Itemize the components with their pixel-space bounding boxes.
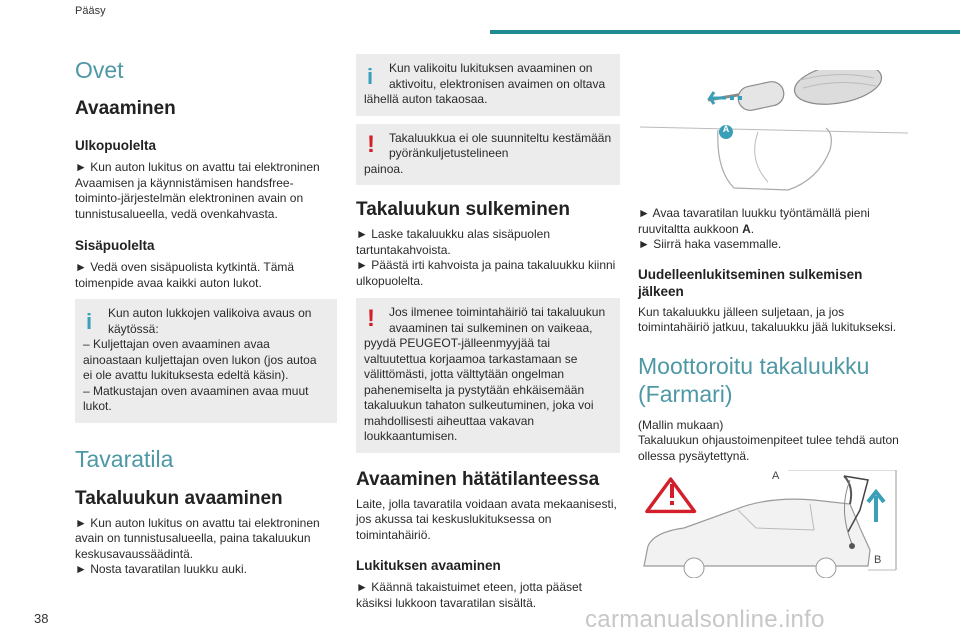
chapter-title-moottoroitu: Moottoroitu takaluukku (Farmari) — [638, 352, 870, 407]
info-box-takaosa — [356, 54, 620, 116]
figure-label-a: A — [772, 470, 780, 482]
figure-screwdriver-lock — [638, 70, 910, 195]
heading-sisapuolelta: Sisäpuolelta — [75, 238, 155, 253]
chapter-title-tavaratila: Tavaratila — [75, 445, 174, 472]
heading-takaluukun-sulkeminen: Takaluukun sulkeminen — [356, 199, 570, 220]
info-icon: i — [85, 309, 93, 334]
avaa-text-post: . — [750, 221, 755, 236]
page-number: 38 — [34, 611, 49, 626]
info-box-rest: – Kuljettajan oven avaaminen avaa ainoastaan kuljettajan oven lukon (jos autoa ei ole avattu lukituksesta edeltä käsin). – Matkustajan oven avaaminen avaa muut lukot. — [83, 337, 317, 413]
exclamation-icon: ! — [367, 130, 375, 158]
paragraph-ulkopuolelta: ► Kun auton lukitus on avattu tai elektroninen Avaamisen ja käynnistämisen handsfree-toiminto-järjestelmän elektroninen avain on tunnistusalueella, vedä ovenkahvasta. — [75, 160, 320, 221]
heading-uudelleenlukitseminen: Uudelleenlukitseminen sulkemisen jälkeen — [638, 266, 863, 299]
info-box-valikoiva-avaus — [75, 299, 337, 423]
exclamation-icon: ! — [367, 305, 375, 332]
paragraph-hatatilanteessa: Laite, jolla tavaratila voidaan avata mekaanisesti, jos akussa tai keskuslukituksessa on toimintahäiriö. — [356, 496, 617, 542]
warning-box-rest: pyydä PEUGEOT-jälleenmyyjää tai valtuutettua korjaamoa tarkastamaan se välittömästi, jotta välttytään ongelman pahenemiselta ja pystytään ehkäisemään takaluukun tahaton sulkeutuminen, joka voi mahdollisesti aiheuttaa vakavan loukkaantumisen. — [364, 336, 594, 443]
figure-label-b: B — [874, 554, 882, 566]
paragraph-sisapuolelta: ► Vedä oven sisäpuolista kytkintä. Tämä toimenpide avaa kaikki auton lukot. — [75, 260, 295, 290]
warning-box-rest: painoa. — [364, 161, 404, 176]
warning-box-first-line: Jos ilmenee toimintahäiriö tai takaluukun avaaminen tai sulkeminen on vaikeaa, — [389, 305, 606, 335]
paragraph-avaa — [638, 206, 910, 237]
heading-ulkopuolelta: Ulkopuolelta — [75, 138, 157, 153]
paragraph-sulkeminen: ► Laske takaluukku alas sisäpuolen tartuntakahvoista. ► Päästä irti kahvoista ja paina takaluukku kiinni ulkopuolelta. — [356, 227, 616, 288]
info-icon: i — [366, 64, 374, 89]
paragraph-takaluukun-avaaminen: ► Kun auton lukitus on avattu tai elektroninen avain on tunnistusalueella, paina takaluukun keskusavaussäädintä. ► Nosta tavaratilan luukku auki. — [75, 515, 320, 576]
info-box-rest: lähellä auton takaosaa. — [364, 92, 488, 106]
column-3 — [638, 70, 910, 578]
warning-box-first-line: Takaluukkua ei ole suunniteltu kestämään pyöränkuljetustelineen — [389, 130, 612, 160]
header-accent-bar — [490, 30, 960, 34]
chapter-title-ovet: Ovet — [75, 57, 124, 83]
paragraph-lukituksen-avaaminen: ► Käännä takaistuimet eteen, jotta pääset käsiksi lukkoon tavaratilan sisältä. — [356, 580, 583, 610]
paragraph-uudelleenlukitseminen: Kun takaluukku jälleen suljetaan, ja jos toimintahäiriö jatkuu, takaluukku jää lukitukseksi. — [638, 304, 897, 334]
avaa-text-bold: A — [742, 221, 751, 236]
column-2 — [356, 54, 620, 611]
figure-motorized-tailgate — [638, 470, 910, 578]
paragraph-siirra: ► Siirrä haka vasemmalle. — [638, 237, 782, 251]
column-1 — [75, 50, 337, 578]
warning-box-toimintahairio — [356, 298, 620, 453]
heading-hatatilanteessa: Avaaminen hätätilanteessa — [356, 468, 600, 490]
avaa-text-pre: ► Avaa tavaratilan luukku työntämällä pieni ruuvitaltta aukkoon — [638, 206, 870, 236]
heading-takaluukun-avaaminen: Takaluukun avaaminen — [75, 487, 283, 509]
warning-box-pyoranteline — [356, 124, 620, 186]
info-box-first-line: Kun auton lukkojen valikoiva avaus on käytössä: — [108, 306, 312, 336]
heading-lukituksen-avaaminen: Lukituksen avaaminen — [356, 558, 501, 573]
watermark: carmanualsonline.info — [585, 606, 825, 633]
figure-label-a: A — [722, 124, 730, 134]
heading-avaaminen: Avaaminen — [75, 98, 176, 119]
section-header: Pääsy — [75, 5, 106, 17]
info-box-first-line: Kun valikoitu lukituksen avaaminen on aktivoitu, elektronisen avaimen on oltava — [389, 61, 606, 91]
paragraph-moottoroitu: (Mallin mukaan) Takaluukun ohjaustoimenpiteet tulee tehdä auton ollessa pysäytettynä. — [638, 417, 899, 463]
